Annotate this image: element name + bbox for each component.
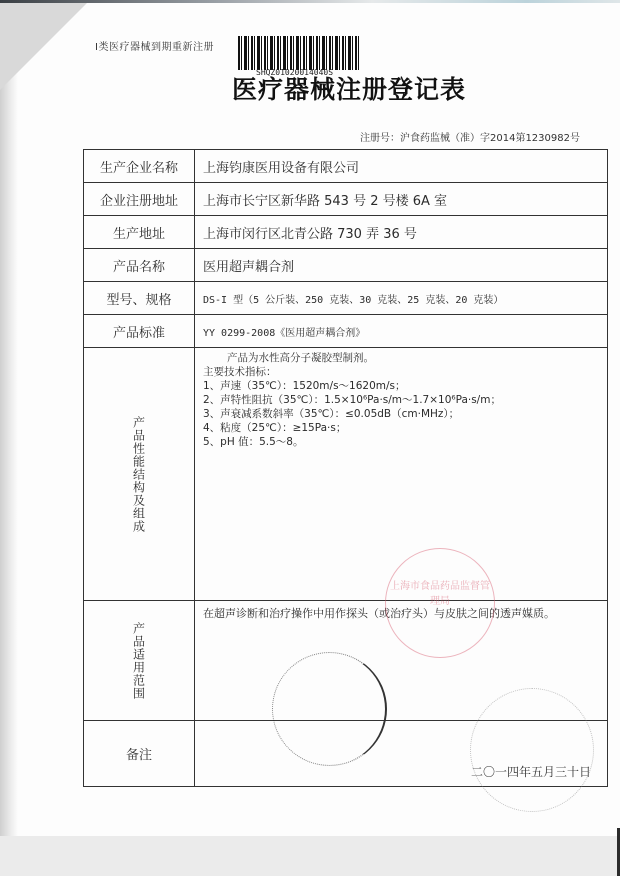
row-label: 产品标准 — [84, 315, 195, 348]
spec-item: 4、粘度（25℃）：≥15Pa·s； — [203, 422, 347, 434]
row-value: 上海市闵行区北青公路 730 弄 36 号 — [195, 216, 608, 249]
table-row-performance — [84, 348, 608, 601]
red-seal-text: 上海市食品药品监督管理局 — [390, 581, 490, 607]
performance-label: 产品性能结构及组成 — [131, 415, 146, 533]
row-label: 型号、规格 — [84, 282, 195, 315]
row-label: 产品名称 — [84, 249, 195, 282]
barcode-text: SHQZ01020014040S — [256, 68, 334, 77]
registration-number: 注册号：沪食药监械（准）字2014第1230982号 — [360, 133, 580, 144]
issue-date: 二〇一四年五月三十日 — [470, 765, 591, 779]
row-label: 生产地址 — [84, 216, 195, 249]
performance-heading: 主要技术指标： — [203, 366, 277, 378]
row-label: 生产企业名称 — [84, 150, 195, 183]
scan-folded-corner — [0, 0, 90, 90]
notes-label: 备注 — [84, 721, 195, 787]
table-row-production-address — [84, 216, 608, 249]
red-official-seal-icon — [385, 548, 495, 658]
row-value: 上海市长宁区新华路 543 号 2 号楼 6A 室 — [195, 183, 608, 216]
row-value: YY 0299-2008《医用超声耦合剂》 — [195, 315, 608, 348]
spec-item: 1、声速（35℃）：1520m/s～1620m/s； — [203, 380, 406, 392]
faint-seal-icon — [470, 688, 594, 812]
spec-item: 3、声衰减系数斜率（35℃）：≤0.05dB（cm·MHz）； — [203, 408, 460, 420]
spec-item: 2、声特性阻抗（35℃）：1.5×10⁶Pa·s/m～1.7×10⁶Pa·s/m； — [203, 394, 501, 406]
table-row-product-standard — [84, 315, 608, 348]
row-value: DS-I 型（5 公斤装、250 克装、30 克装、25 克装、20 克装） — [195, 282, 608, 315]
document-title: 医疗器械注册登记表 — [232, 75, 467, 104]
spec-item: 5、pH 值：5.5～8。 — [203, 436, 304, 448]
scan-edge-top — [0, 0, 620, 3]
table-row-product-name — [84, 249, 608, 282]
table-row-registered-address — [84, 183, 608, 216]
black-seal-icon — [272, 652, 387, 766]
barcode-bars-icon — [238, 36, 360, 70]
table-row-manufacturer — [84, 150, 608, 183]
performance-intro: 产品为水性高分子凝胶型制剂。 — [227, 352, 374, 364]
table-row-model-spec — [84, 282, 608, 315]
row-value: 上海钧康医用设备有限公司 — [195, 150, 608, 183]
row-label: 企业注册地址 — [84, 183, 195, 216]
scan-bottom-margin — [0, 836, 620, 876]
row-label — [84, 348, 195, 601]
scope-label: 产品适用范围 — [131, 621, 146, 700]
row-value: 医用超声耦合剂 — [195, 249, 608, 282]
row-label — [84, 601, 195, 721]
scope-value: 在超声诊断和治疗操作中用作探头（或治疗头）与皮肤之间的透声媒质。 — [195, 601, 608, 721]
top-note: I类医疗器械到期重新注册 — [95, 42, 214, 53]
scan-shadow-left — [0, 0, 18, 876]
